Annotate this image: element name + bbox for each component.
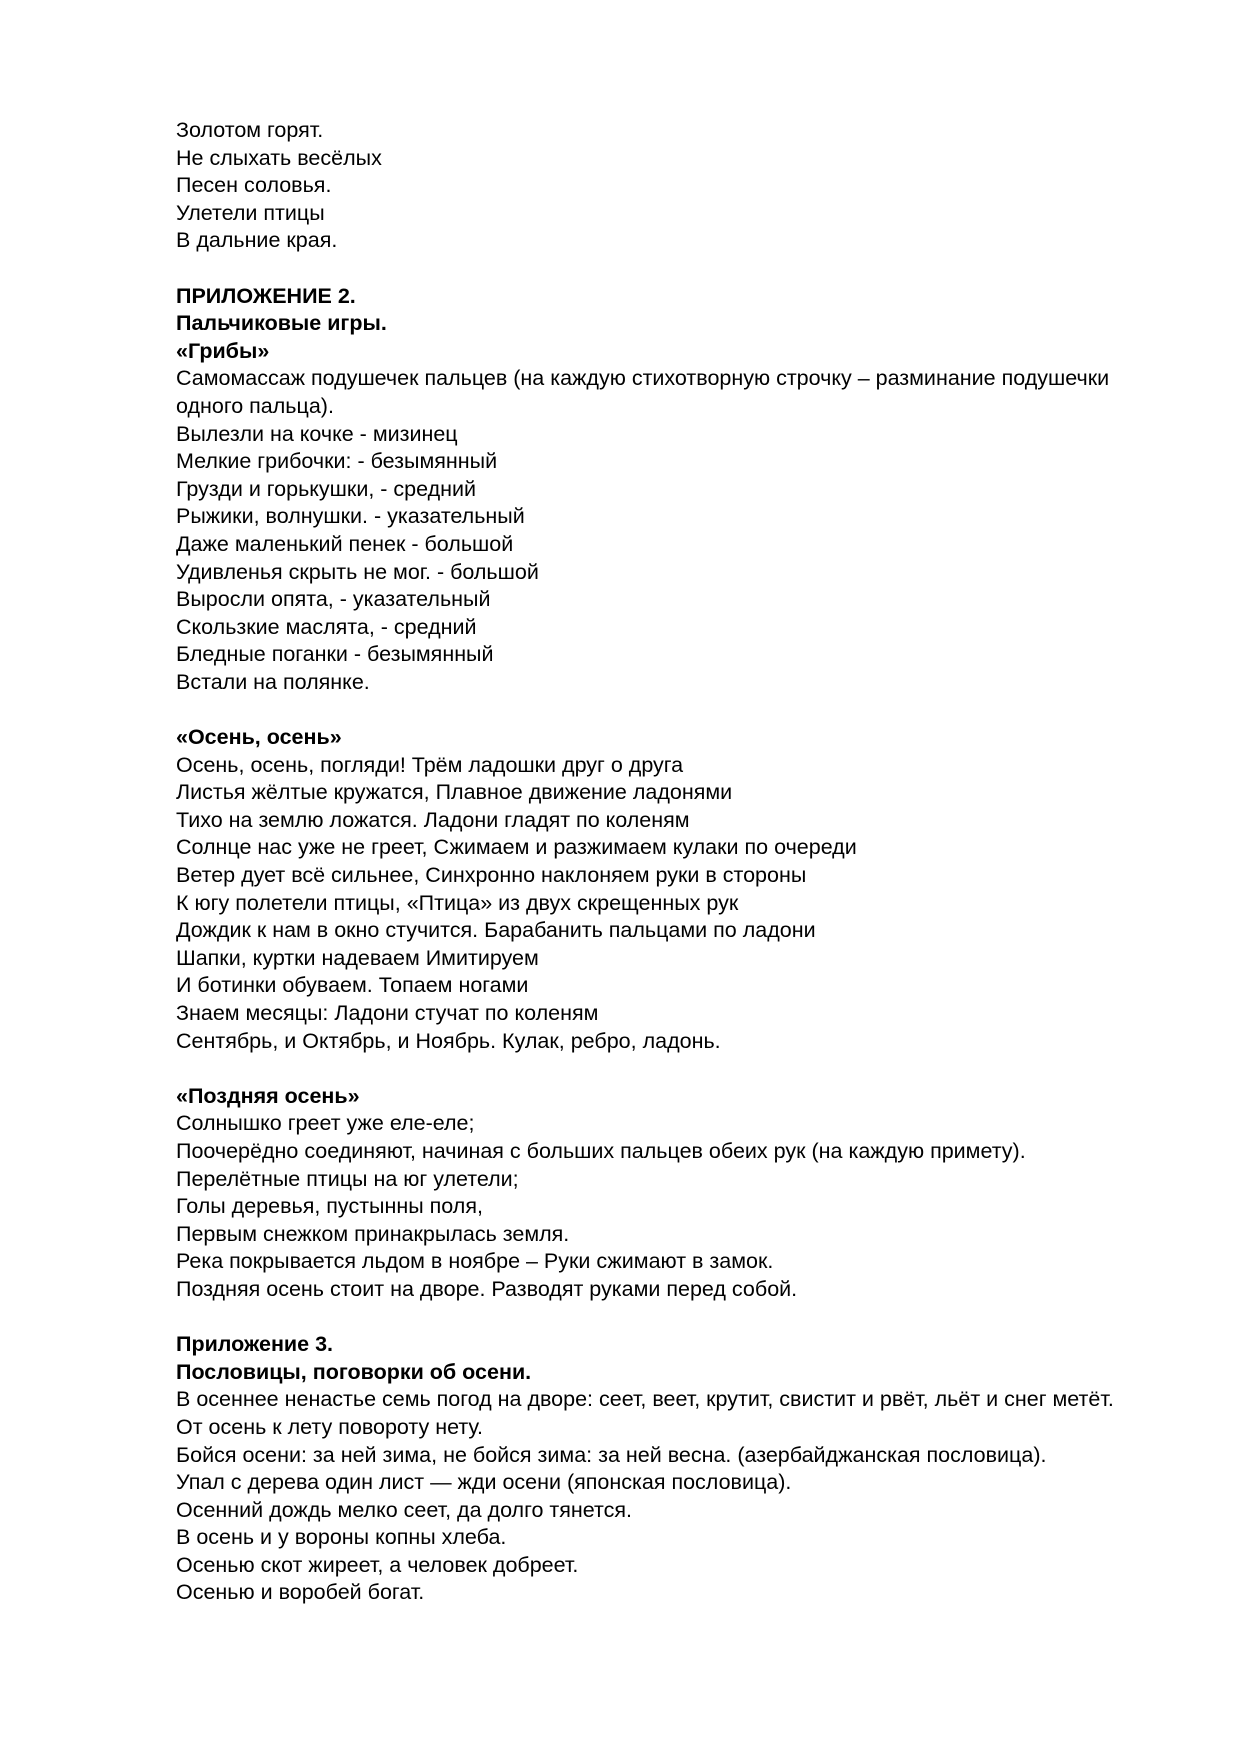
- spacer: [176, 255, 1176, 283]
- game-pozdnyaya-line: Поздняя осень стоит на дворе. Разводят руками перед собой.: [176, 1276, 798, 1301]
- document-page: [176, 117, 1176, 1607]
- game-osen-line: Знаем месяцы: Ладони стучат по коленям: [176, 1001, 599, 1025]
- spacer: [176, 1304, 1176, 1332]
- proverb-line: Осенью и воробей богат.: [176, 1580, 425, 1605]
- game-osen-title: «Осень, осень»: [176, 725, 342, 750]
- game-griby-line: Грузди и горькушки, - средний: [176, 476, 477, 501]
- game-osen-line: Шапки, куртки надеваем Имитируем: [176, 945, 539, 970]
- proverb-line: В осень и у вороны копны хлеба.: [176, 1525, 507, 1550]
- appendix-2: [176, 283, 1176, 1304]
- appendix-2-subheading: Пальчиковые игры.: [176, 311, 387, 336]
- game-osen-line: Сентябрь, и Октябрь, и Ноябрь. Кулак, ребро, ладонь.: [176, 1028, 721, 1053]
- game-griby-description: Самомассаж подушечек пальцев (на каждую стихотворную строчку – разминание подушечки одного пальца).: [176, 366, 1110, 418]
- game-osen-line: К югу полетели птицы, «Птица» из двух скрещенных рук: [176, 890, 739, 915]
- game-griby-line: Удивленья скрыть не мог. - большой: [176, 559, 539, 584]
- game-griby-line: Выросли опята, - указательный: [176, 587, 491, 612]
- game-osen-line: Солнце нас уже не греет, Сжимаем и разжимаем кулаки по очереди: [176, 835, 857, 860]
- game-pozdnyaya-line: Перелётные птицы на юг улетели;: [176, 1166, 519, 1191]
- game-pozdnyaya-line: Река покрывается льдом в ноябре – Руки сжимают в замок.: [176, 1249, 774, 1274]
- poem-line: Золотом горят.: [176, 118, 324, 142]
- game-osen-line: И ботинки обуваем. Топаем ногами: [176, 973, 529, 998]
- poem-line: Не слыхать весёлых: [176, 145, 382, 170]
- intro-poem: [176, 117, 1176, 255]
- appendix-3: [176, 1331, 1176, 1607]
- game-osen-line: Ветер дует всё сильнее, Синхронно наклоняем руки в стороны: [176, 863, 807, 888]
- game-osen-line: Листья жёлтые кружатся, Плавное движение ладонями: [176, 780, 733, 805]
- game-griby-line: Мелкие грибочки: - безымянный: [176, 449, 498, 474]
- proverb-line: Упал с дерева один лист — жди осени (японская пословица).: [176, 1470, 792, 1495]
- poem-line: Улетели птицы: [176, 200, 325, 225]
- game-pozdnyaya-line: Голы деревья, пустынны поля,: [176, 1194, 483, 1219]
- game-pozdnyaya-title: «Поздняя осень»: [176, 1083, 360, 1108]
- spacer: [176, 1055, 1176, 1083]
- poem-line: Песен соловья.: [176, 173, 332, 198]
- proverb-line: От осень к лету повороту нету.: [176, 1414, 484, 1439]
- poem-line: В дальние края.: [176, 228, 338, 253]
- appendix-3-heading: Приложение 3.: [176, 1332, 334, 1357]
- game-griby: [176, 338, 1176, 697]
- game-pozdnyaya: [176, 1083, 1176, 1304]
- game-osen-line: Осень, осень, погляди! Трём ладошки друг о друга: [176, 752, 684, 777]
- proverb-line: Осенью скот жиреет, а человек добреет.: [176, 1552, 579, 1577]
- game-griby-line: Скользкие маслята, - средний: [176, 614, 477, 639]
- proverb-line: В осеннее ненастье семь погод на дворе: сеет, веет, крутит, свистит и рвёт, льёт и снег метёт.: [176, 1387, 1114, 1412]
- game-osen-line: Дождик к нам в окно стучится. Барабанить пальцами по ладони: [176, 918, 816, 943]
- game-griby-title: «Грибы»: [176, 338, 270, 363]
- game-griby-line: Даже маленький пенек - большой: [176, 531, 514, 556]
- game-pozdnyaya-line: Солнышко греет уже еле-еле;: [176, 1111, 475, 1136]
- game-griby-line: Бледные поганки - безымянный: [176, 642, 494, 667]
- appendix-3-subheading: Пословицы, поговорки об осени.: [176, 1359, 532, 1384]
- game-pozdnyaya-line: Поочерёдно соединяют, начиная с больших пальцев обеих рук (на каждую примету).: [176, 1138, 1026, 1163]
- game-griby-line: Рыжики, волнушки. - указательный: [176, 504, 525, 529]
- game-osen-line: Тихо на землю ложатся. Ладони гладят по коленям: [176, 807, 690, 832]
- game-pozdnyaya-line: Первым снежком принакрылась земля.: [176, 1221, 570, 1246]
- appendix-2-heading: ПРИЛОЖЕНИЕ 2.: [176, 283, 356, 308]
- game-griby-line: Вылезли на кочке - мизинец: [176, 421, 458, 446]
- game-osen: [176, 724, 1176, 1055]
- game-griby-line: Встали на полянке.: [176, 669, 370, 694]
- proverb-line: Бойся осени: за ней зима, не бойся зима: за ней весна. (азербайджанская пословица).: [176, 1442, 1047, 1467]
- proverb-line: Осенний дождь мелко сеет, да долго тянется.: [176, 1497, 632, 1522]
- spacer: [176, 696, 1176, 724]
